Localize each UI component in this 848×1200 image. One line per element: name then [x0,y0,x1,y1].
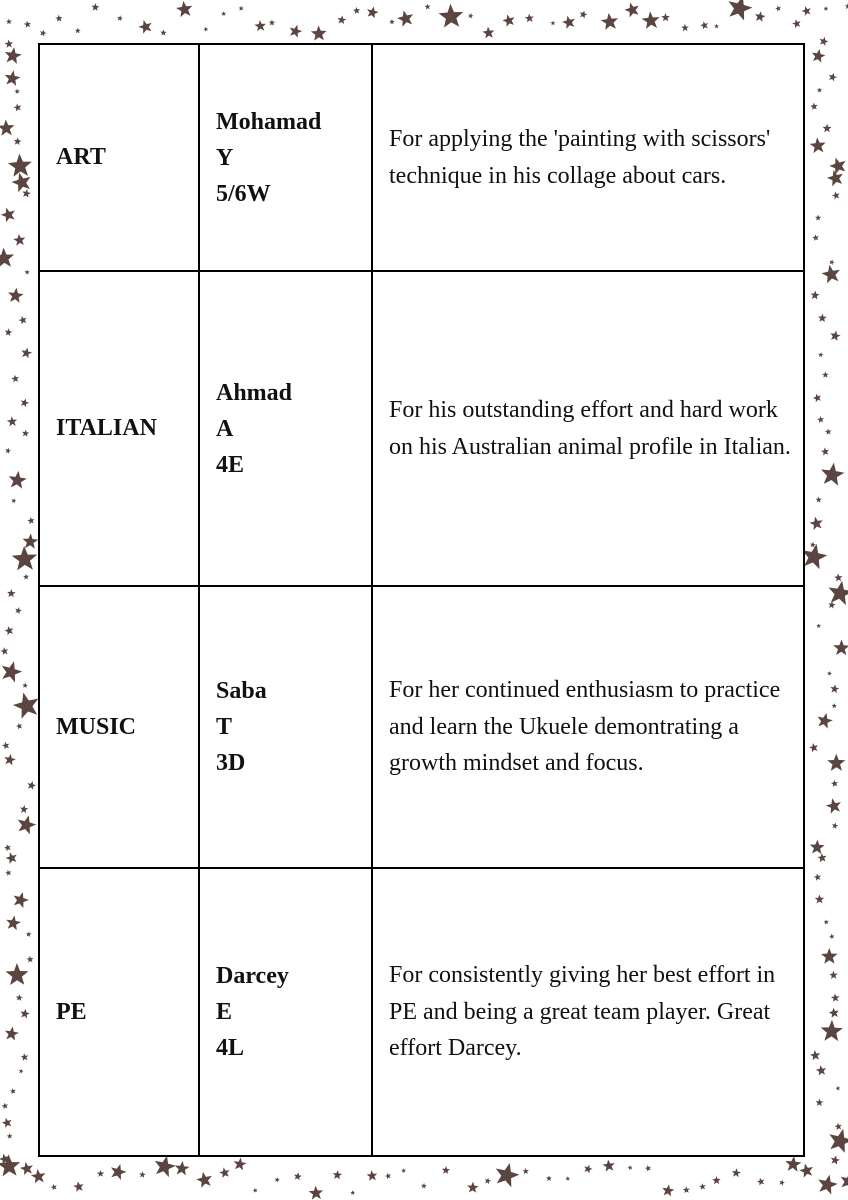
star-icon [269,19,276,25]
star-icon [834,573,842,581]
star-icon [401,1168,406,1173]
reason-cell: For his outstanding effort and hard work on his Australian animal profile in Italian. [372,271,804,586]
star-icon [818,352,823,357]
star-icon [827,671,832,676]
star-icon [732,1168,741,1177]
star-icon [825,429,832,435]
star-icon [802,544,827,569]
star-icon [338,15,347,24]
reason-cell: For consistently giving her best effort in PE and being a great team player. Great effort Darcey. [372,868,804,1156]
star-icon [294,1172,302,1180]
star-icon [812,49,826,63]
student-name: Saba [216,678,267,704]
star-icon [816,1099,824,1107]
subject-cell: ITALIAN [39,271,199,586]
star-icon [829,260,834,266]
star-icon [662,1184,674,1196]
star-icon [831,780,838,787]
star-icon [5,626,14,635]
star-icon [6,852,17,864]
star-icon [661,13,670,21]
star-icon [6,963,29,985]
star-icon [11,498,16,503]
star-icon [196,1172,212,1188]
star-icon [385,1173,391,1179]
star-icon [485,1178,492,1185]
star-icon [820,37,829,46]
student-class: 4E [216,451,245,478]
student-initial: E [216,999,233,1025]
star-icon [525,14,534,23]
star-icon [2,661,22,682]
star-icon [699,1183,706,1190]
star-icon [0,120,14,136]
star-icon [7,589,16,597]
star-icon [234,1158,247,1171]
star-icon [823,6,828,11]
star-icon [681,24,689,31]
star-icon [821,1020,843,1041]
star-icon [467,1182,479,1193]
student-class: 4L [216,1035,245,1061]
star-icon [823,124,832,133]
star-icon [550,21,555,26]
star-icon [829,158,845,175]
star-icon [779,1180,785,1186]
star-icon [826,798,841,813]
star-icon [138,20,151,34]
star-icon [642,11,660,29]
star-icon [10,1088,16,1094]
star-icon [502,14,514,26]
star-icon [714,24,719,29]
star-icon [624,3,638,18]
star-icon [14,89,19,94]
star-icon [817,853,826,862]
star-icon [22,430,29,437]
star-icon [40,30,47,37]
star-icon [496,1163,520,1187]
star-icon [821,948,838,964]
reason-cell: For applying the 'painting with scissors' technique in his collage about cars. [372,44,804,271]
star-icon [824,919,829,924]
star-icon [155,1156,176,1177]
student-class: 5/6W [216,180,271,207]
star-icon [22,189,31,198]
star-icon [31,1169,46,1183]
star-icon [2,1103,8,1109]
star-icon [13,693,38,719]
star-icon [28,781,37,790]
star-icon [15,607,22,614]
reason-cell: For her continued enthusiasm to practice and learn the Ukuele demontrating a growth mindset and focus. [372,586,804,868]
star-icon [6,19,12,25]
student-name: Darcey [216,963,289,989]
star-icon [812,234,819,241]
star-icon [830,331,840,341]
star-icon [397,10,413,26]
star-icon [1,647,9,655]
star-icon [818,314,827,323]
star-icon [832,192,840,200]
star-icon [5,870,11,876]
star-icon [814,874,821,881]
star-icon [831,994,840,1002]
star-icon [239,6,244,11]
star-icon [14,892,29,908]
star-icon [831,1155,840,1164]
star-icon [350,1190,355,1195]
star-icon [9,471,27,489]
star-icon [700,21,708,29]
star-icon [821,447,829,455]
star-icon [203,27,208,32]
star-icon [23,533,39,548]
star-icon [816,497,822,503]
subject-cell: ART [39,44,199,271]
awards-table [38,43,805,1157]
star-icon [7,1133,13,1139]
star-icon [2,742,9,750]
star-icon [97,1170,104,1177]
student-initial: Y [216,144,234,171]
star-icon [309,1186,324,1200]
star-icon [6,916,21,931]
star-icon [712,1176,721,1184]
star-icon [645,1165,651,1171]
star-icon [601,13,618,30]
star-icon [523,1168,529,1174]
star-icon [829,934,834,939]
student-name: Ahmad [216,379,293,406]
star-icon [829,581,848,606]
star-icon [27,956,34,963]
star-icon [442,1166,450,1174]
star-icon [830,684,839,693]
star-icon [829,1008,839,1018]
star-icon [0,248,14,268]
star-icon [775,6,781,12]
star-icon [253,1188,258,1193]
star-icon [13,234,25,246]
star-icon [7,416,17,426]
star-icon [816,623,821,628]
star-icon [439,4,464,28]
star-icon [815,895,825,904]
star-icon [20,805,28,813]
star-icon [25,270,30,275]
star-icon [21,348,32,359]
star-icon [139,1171,146,1178]
star-icon [421,1183,427,1189]
star-icon [23,574,29,580]
star-icon [92,3,100,11]
star-icon [817,416,824,423]
star-icon [799,1164,813,1178]
star-icon [425,4,431,10]
star-icon [827,170,843,187]
star-icon [482,27,494,39]
star-icon [757,1178,765,1186]
star-icon [565,1176,570,1181]
star-icon [175,1161,190,1175]
award-row-music [39,586,804,868]
star-icon [5,1027,19,1041]
star-icon [546,1175,552,1181]
star-icon [389,19,395,24]
star-icon [73,1181,83,1191]
star-icon [832,703,837,708]
award-row-art [39,44,804,271]
star-icon [818,1175,838,1195]
star-icon [815,215,821,221]
star-icon [14,103,22,111]
star-icon [290,25,303,38]
star-icon [24,21,31,28]
star-icon [367,1170,378,1181]
star-icon [221,11,226,16]
star-icon [829,1129,848,1153]
star-icon [8,288,24,303]
star-icon [785,1156,801,1172]
star-icon [628,1165,633,1170]
star-icon [19,1069,24,1074]
award-row-pe [39,868,804,1156]
star-icon [810,137,826,153]
star-icon [275,1177,280,1182]
star-icon [333,1170,342,1179]
star-icon [683,1186,690,1193]
subject-cell: PE [39,868,199,1156]
star-icon [20,1162,33,1175]
star-icon [822,371,829,377]
star-icon [14,137,22,145]
star-icon [4,844,11,851]
subject-cell: MUSIC [39,586,199,868]
star-icon [580,11,588,19]
star-icon [827,754,845,771]
star-icon [21,1053,29,1061]
star-icon [809,743,818,752]
star-icon [810,840,825,854]
star-icon [5,40,14,48]
star-icon [603,1160,615,1172]
star-icon [219,1167,229,1178]
star-icon [816,1065,826,1075]
star-icon [810,517,823,530]
student-class: 3D [216,750,246,776]
star-icon [811,291,820,300]
student-cell [199,868,372,1156]
star-icon [11,375,19,383]
star-icon [8,154,32,177]
star-icon [55,15,62,22]
star-icon [26,931,32,937]
star-icon [821,463,844,486]
star-icon [160,29,166,35]
star-icon [468,13,473,19]
star-icon [828,601,835,608]
star-icon [817,87,822,92]
star-icon [1,208,15,223]
star-icon [729,0,753,21]
star-icon [5,448,11,454]
star-icon [810,1050,820,1060]
star-icon [4,754,15,766]
star-icon [5,70,21,86]
star-icon [841,1173,848,1190]
star-icon [562,16,575,29]
student-cell [199,586,372,868]
star-icon [829,971,837,979]
star-icon [254,20,266,31]
star-icon [75,28,81,34]
star-icon [27,517,34,524]
student-initial: T [216,714,233,740]
star-icon [16,723,22,730]
student-cell [199,44,372,271]
star-icon [117,15,123,21]
star-icon [111,1164,126,1180]
star-icon [311,25,327,40]
student-initial: A [216,415,234,442]
star-icon [584,1165,592,1174]
star-icon [51,1184,57,1190]
star-icon [21,399,29,408]
star-icon [2,1118,12,1128]
star-icon [23,683,29,689]
star-icon [18,815,36,834]
star-icon [19,316,27,324]
star-icon [829,73,837,82]
star-icon [833,640,848,656]
star-icon [12,546,38,571]
star-icon [5,328,13,336]
star-icon [832,823,838,829]
star-icon [802,6,811,16]
student-name: Mohamad [216,108,322,135]
star-icon [176,1,192,17]
star-icon [810,103,818,110]
star-icon [367,7,379,19]
star-icon [16,994,23,1001]
star-icon [835,1123,842,1130]
star-icon [813,394,821,403]
star-icon [792,19,801,28]
star-icon [822,265,840,284]
star-icon [836,1086,841,1091]
star-icon [755,11,766,22]
star-icon [20,1009,30,1019]
star-icon [818,713,833,729]
student-cell [199,271,372,586]
star-icon [353,7,360,14]
star-icon [5,47,22,64]
award-row-italian [39,271,804,586]
